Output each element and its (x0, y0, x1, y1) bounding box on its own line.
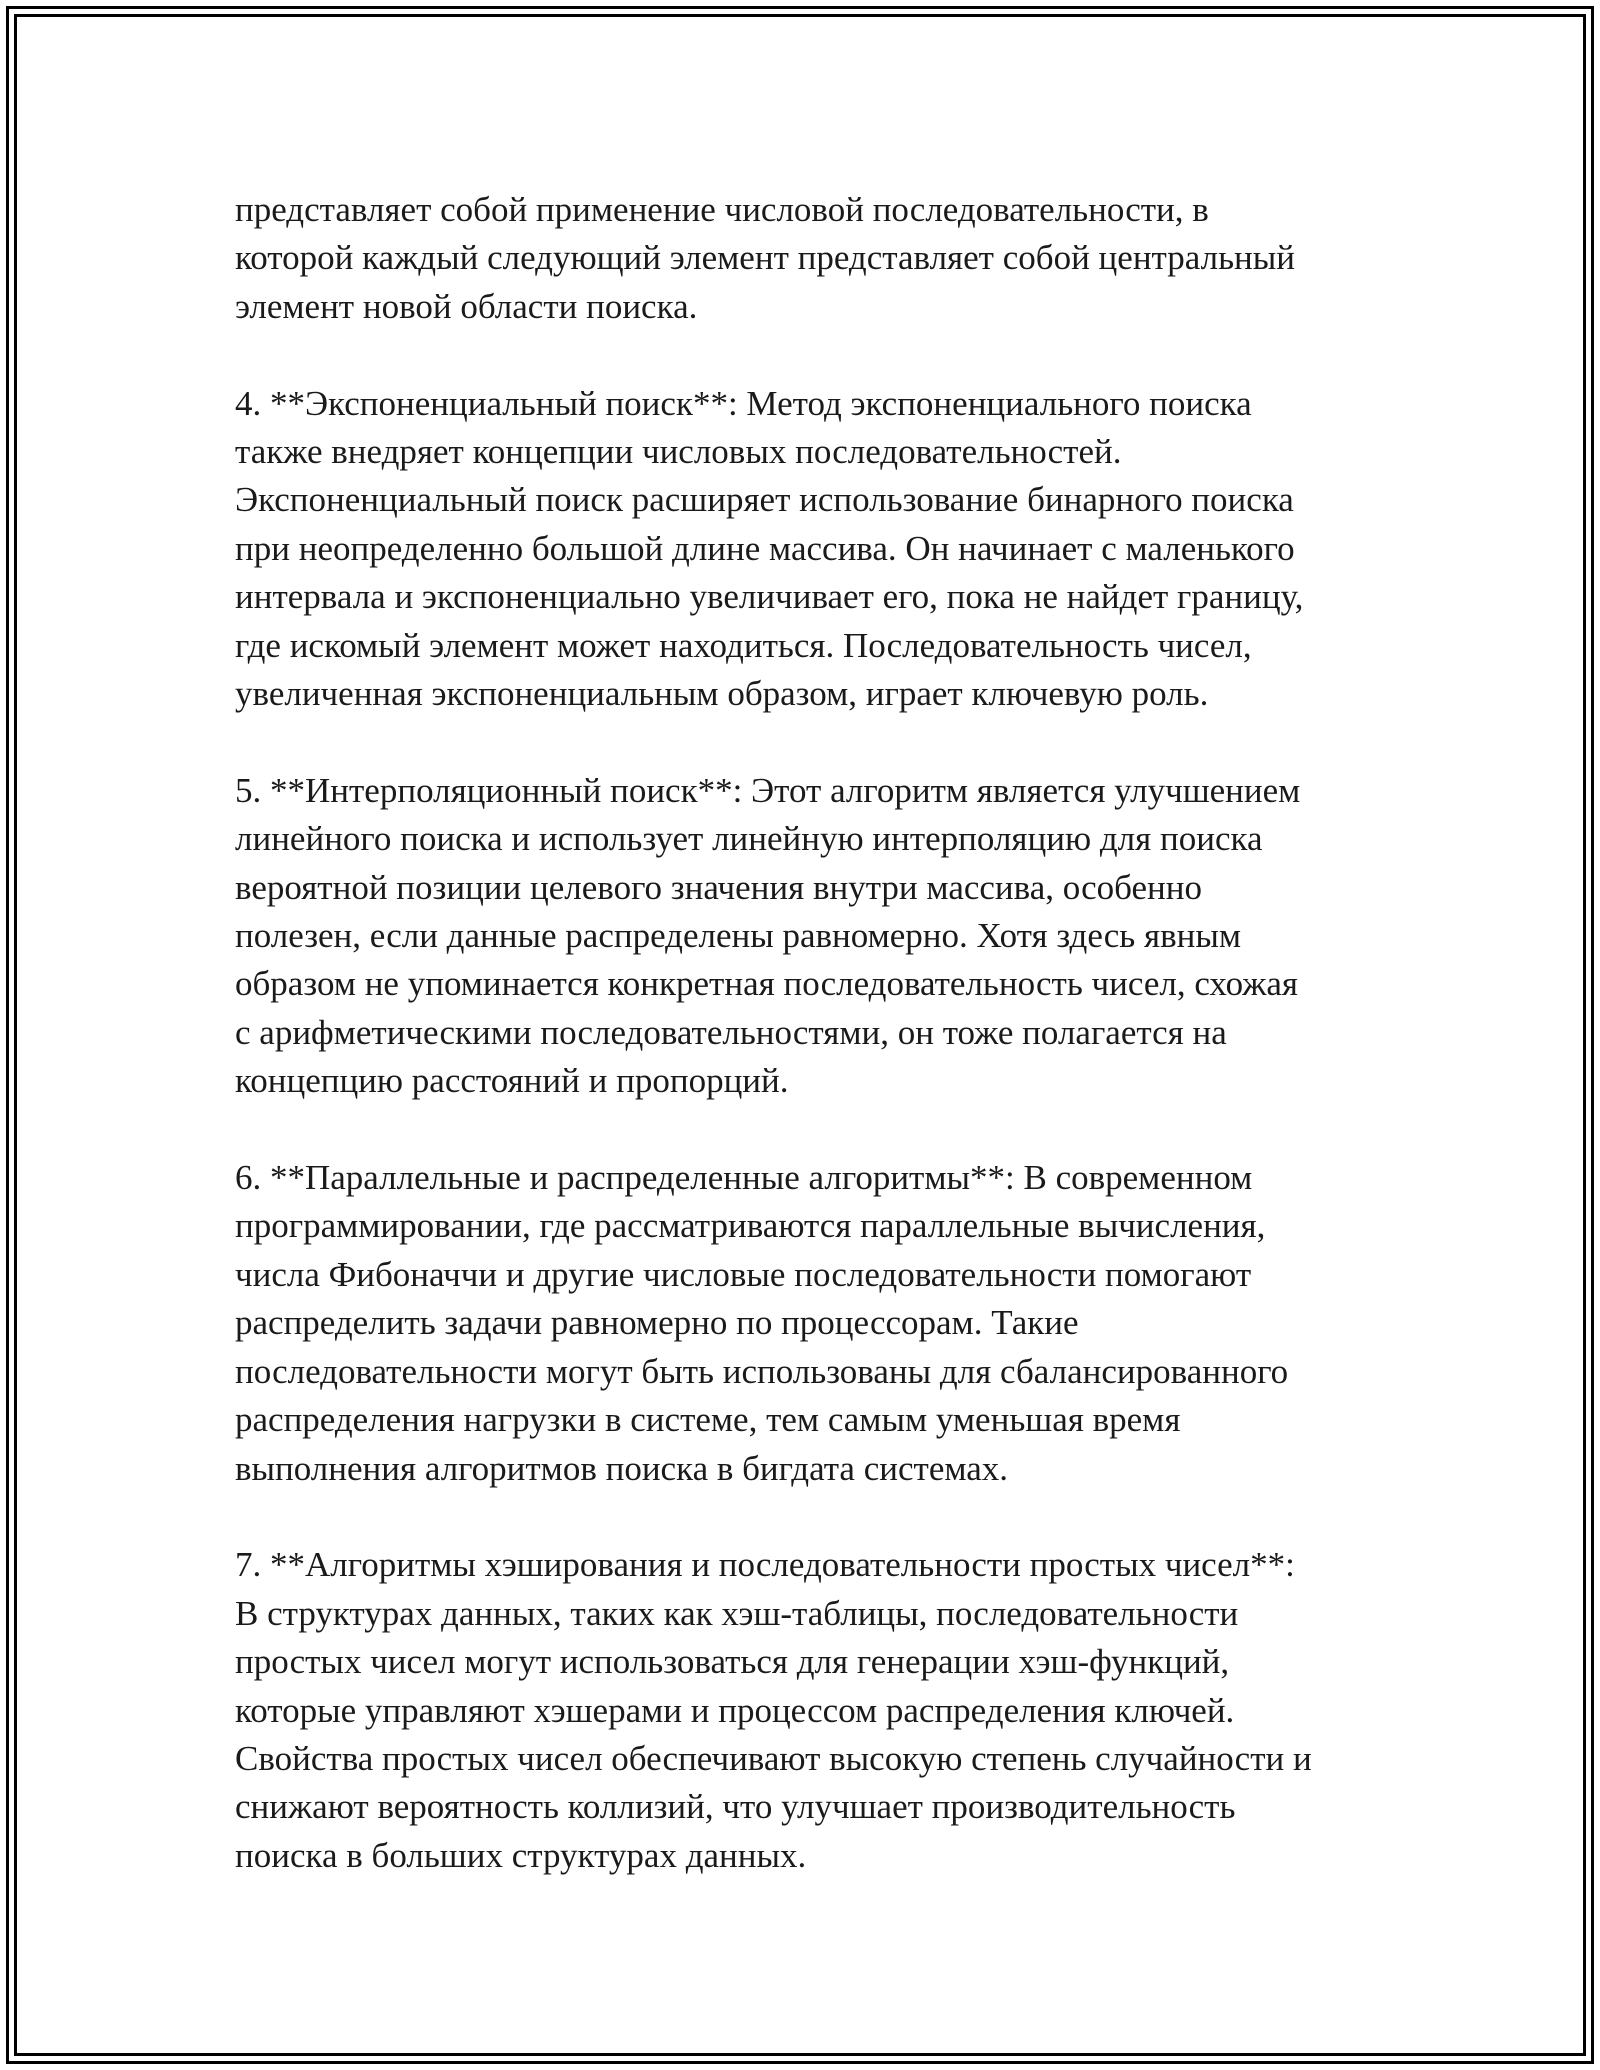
paragraph-spacer (235, 1106, 1370, 1154)
text-line: Экспоненциальный поиск расширяет использование бинарного поиска (235, 480, 1294, 520)
paragraph-spacer (235, 718, 1370, 766)
text-line: которой каждый следующий элемент представляет собой центральный (235, 238, 1296, 278)
paragraph-item-6 (235, 1154, 1370, 1493)
text-line: Свойства простых чисел обеспечивают высокую степень случайности и (235, 1738, 1312, 1778)
text-line: увеличенная экспоненциальным образом, играет ключевую роль. (235, 674, 1209, 714)
text-line: 7. **Алгоритмы хэширования и последовательности простых чисел**: (235, 1545, 1295, 1585)
text-line: где искомый элемент может находиться. Последовательность чисел, (235, 625, 1252, 665)
text-line: концепцию расстояний и пропорций. (235, 1061, 789, 1101)
paragraph-item-4 (235, 380, 1370, 719)
text-line: распределения нагрузки в системе, тем самым уменьшая время (235, 1400, 1181, 1440)
text-line: 6. **Параллельные и распределенные алгоритмы**: В современном (235, 1158, 1253, 1198)
paragraph-intro-continuation (235, 186, 1370, 331)
text-line: элемент новой области поиска. (235, 286, 698, 326)
text-line: распределить задачи равномерно по процессорам. Такие (235, 1303, 1079, 1343)
text-line: 5. **Интерполяционный поиск**: Этот алгоритм является улучшением (235, 770, 1301, 810)
text-line: представляет собой применение числовой последовательности, в (235, 190, 1209, 229)
text-line: числа Фибоначчи и другие числовые последовательности помогают (235, 1254, 1252, 1294)
text-line: линейного поиска и использует линейную интерполяцию для поиска (235, 819, 1263, 859)
text-line: вероятной позиции целевого значения внутри массива, особенно (235, 867, 1202, 907)
paragraph-item-7 (235, 1541, 1370, 1880)
text-line: простых чисел могут использоваться для генерации хэш-функций, (235, 1642, 1230, 1682)
paragraph-spacer (235, 331, 1370, 379)
text-line: В структурах данных, таких как хэш-таблицы, последовательности (235, 1593, 1239, 1633)
text-line: также внедряет концепции числовых последовательностей. (235, 432, 1122, 472)
text-line: выполнения алгоритмов поиска в бигдата системах. (235, 1448, 1009, 1488)
text-line: 4. **Экспоненциальный поиск**: Метод экспоненциального поиска (235, 383, 1252, 423)
text-line: последовательности могут быть использованы для сбалансированного (235, 1351, 1289, 1391)
text-line: которые управляют хэшерами и процессом распределения ключей. (235, 1690, 1235, 1730)
text-line: программировании, где рассматриваются параллельные вычисления, (235, 1206, 1266, 1246)
text-line: образом не упоминается конкретная последовательность чисел, схожая (235, 964, 1299, 1004)
text-line: интервала и экспоненциально увеличивает его, пока не найдет границу, (235, 577, 1304, 617)
paragraph-spacer (235, 1493, 1370, 1541)
paragraph-item-5 (235, 767, 1370, 1106)
text-line: при неопределенно большой длине массива. Он начинает с маленького (235, 528, 1295, 568)
text-line: полезен, если данные распределены равномерно. Хотя здесь явным (235, 916, 1241, 956)
document-body (235, 186, 1370, 1880)
text-line: с арифметическими последовательностями, он тоже полагается на (235, 1012, 1227, 1052)
text-line: снижают вероятность коллизий, что улучшает производительность (235, 1787, 1236, 1827)
text-line: поиска в больших структурах данных. (235, 1835, 807, 1875)
